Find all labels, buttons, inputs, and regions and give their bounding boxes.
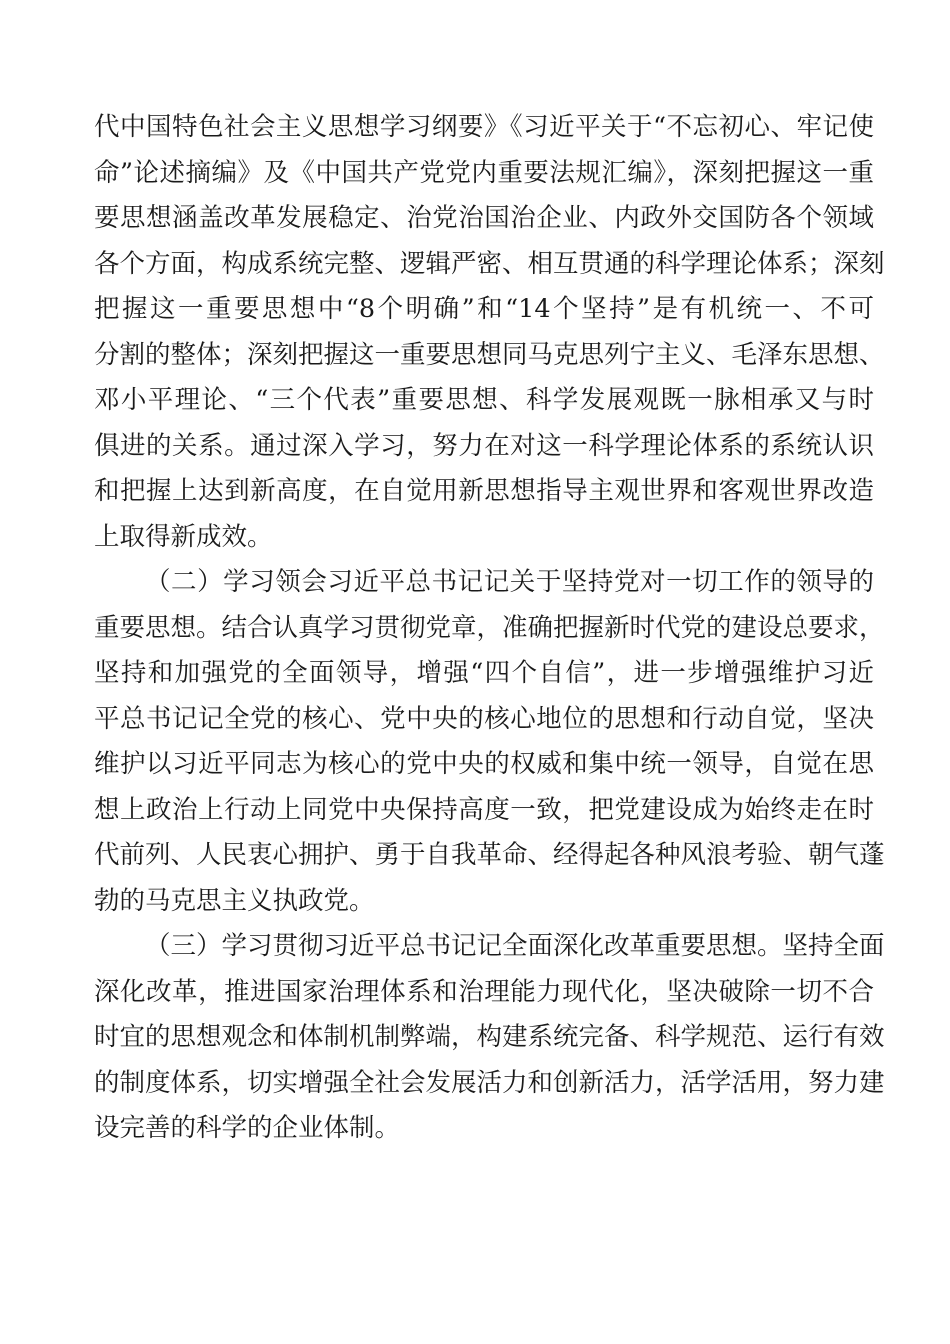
- text-line: 要思想涵盖改革发展稳定、治党治国治企业、内政外交国防各个领域: [94, 203, 874, 233]
- text-line: 平总书记记全党的核心、党中央的核心地位的思想和行动自觉，坚决: [94, 703, 874, 734]
- text-line: 重要思想。结合认真学习贯彻党章，准确把握新时代党的建设总要求，: [94, 612, 885, 643]
- text-line: 时宜的思想观念和体制机制弊端，构建系统完备、科学规范、运行有效: [94, 1022, 885, 1052]
- text-line: 维护以习近平同志为核心的党中央的权威和集中统一领导，自觉在思: [94, 749, 874, 779]
- text-line: 上取得新成效。: [94, 521, 273, 552]
- text-line: 邓小平理论、“三个代表”重要思想、科学发展观既一脉相承又与时: [94, 385, 874, 415]
- text-line: 勃的马克思主义执政党。: [94, 885, 375, 916]
- text-line: 把握这一重要思想中“8个明确”和“14个坚持”是有机统一、不可: [94, 294, 874, 324]
- text-line: （三）学习贯彻习近平总书记记全面深化改革重要思想。坚持全面: [145, 931, 885, 961]
- text-line: （二）学习领会习近平总书记记关于坚持党对一切工作的领导的: [145, 567, 874, 597]
- document-body: [94, 105, 885, 1152]
- text-line: 分割的整体；深刻把握这一重要思想同马克思列宁主义、毛泽东思想、: [94, 339, 885, 370]
- text-line: 设完善的科学的企业体制。: [94, 1113, 401, 1143]
- paragraph-3: [94, 924, 885, 1152]
- text-line: 和把握上达到新高度，在自觉用新思想指导主观世界和客观世界改造: [94, 476, 874, 506]
- text-line: 深化改革，推进国家治理体系和治理能力现代化，坚决破除一切不合: [94, 976, 874, 1007]
- text-line: 想上政治上行动上同党中央保持高度一致，把党建设成为始终走在时: [94, 794, 874, 825]
- text-line: 命”论述摘编》及《中国共产党党内重要法规汇编》，深刻把握这一重: [94, 157, 874, 188]
- text-line: 代中国特色社会主义思想学习纲要》《习近平关于“不忘初心、牢记使: [94, 112, 874, 142]
- text-line: 各个方面，构成系统完整、逻辑严密、相互贯通的科学理论体系；深刻: [94, 248, 885, 279]
- paragraph-2: [94, 560, 885, 924]
- text-line: 坚持和加强党的全面领导，增强“四个自信”，进一步增强维护习近: [94, 658, 874, 688]
- text-line: 代前列、人民衷心拥护、勇于自我革命、经得起各种风浪考验、朝气蓬: [94, 840, 885, 870]
- text-line: 俱进的关系。通过深入学习，努力在对这一科学理论体系的系统认识: [94, 430, 874, 461]
- text-line: 的制度体系，切实增强全社会发展活力和创新活力，活学活用，努力建: [94, 1067, 885, 1098]
- paragraph-1: [94, 105, 885, 560]
